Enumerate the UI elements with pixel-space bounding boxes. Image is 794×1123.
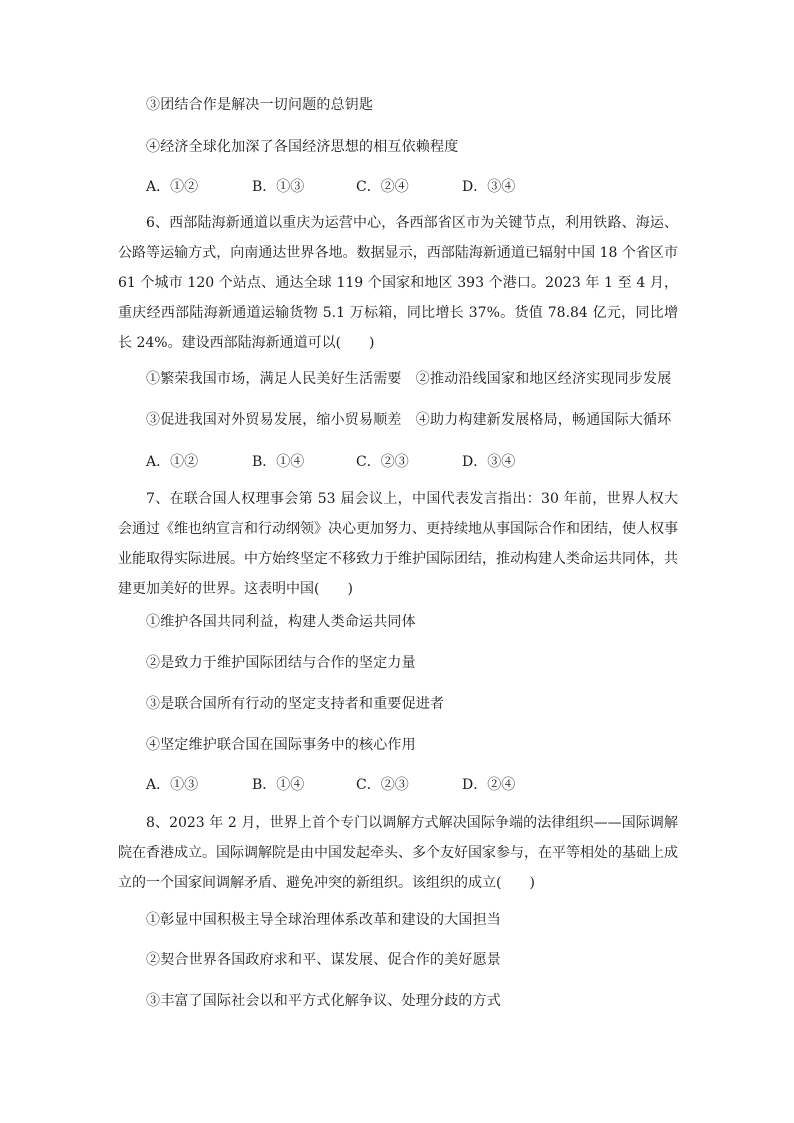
q7-choice-c: C．②③ — [356, 777, 409, 793]
q8-option-2: ②契合世界各国政府求和平、谋发展、促合作的美好愿景 — [146, 952, 501, 968]
q6-choice-c: C．②③ — [356, 454, 409, 470]
q6-choice-a: A．①② — [146, 454, 199, 470]
q7-choice-b: B．①④ — [252, 777, 305, 793]
q7-option-1: ①维护各国共同利益，构建人类命运共同体 — [146, 614, 416, 630]
q5-option-3: ③团结合作是解决一切问题的总钥匙 — [146, 97, 374, 113]
q7-option-2: ②是致力于维护国际团结与合作的坚定力量 — [146, 655, 416, 671]
q8-stem-block — [118, 808, 678, 898]
q5-choice-c: C．②④ — [356, 179, 409, 195]
q8-stem: 8、2023 年 2 月，世界上首个专门以调解方式解决国际争端的法律组织——国际调解院在香港成立。国际调解院是由中国发起牵头、多个友好国家参与，在平等相处的基础上成立的一个国家间调解矛盾、避免冲突的新组织。该组织的成立( ) — [118, 815, 678, 891]
q6-options-1-2: ①繁荣我国市场，满足人民美好生活需要 ②推动沿线国家和地区经济实现同步发展 — [146, 371, 672, 387]
q8-option-3: ③丰富了国际社会以和平方式化解争议、处理分歧的方式 — [146, 993, 501, 1009]
q7-stem-block — [118, 484, 678, 604]
q7-choice-a: A．①③ — [146, 777, 199, 793]
q6-options-3-4: ③促进我国对外贸易发展，缩小贸易顺差 ④助力构建新发展格局，畅通国际大循环 — [146, 412, 672, 428]
q6-choice-d: D．③④ — [462, 454, 516, 470]
q8-option-1: ①彰显中国积极主导全球治理体系改革和建设的大国担当 — [146, 912, 501, 928]
q5-option-4: ④经济全球化加深了各国经济思想的相互依赖程度 — [146, 139, 459, 155]
q6-stem-block — [118, 208, 678, 358]
q7-choice-d: D．②④ — [462, 777, 516, 793]
q7-stem: 7、在联合国人权理事会第 53 届会议上，中国代表发言指出：30 年前，世界人权大会通过《维也纳宣言和行动纲领》决心更加努力、更持续地从事国际合作和团结，使人权事业能取得实际进展。中方始终坚定不移致力于维护国际团结，推动构建人类命运共同体，共建更加美好的世界。这表明中国( ) — [118, 491, 678, 597]
q5-choice-a: A．①② — [146, 179, 199, 195]
q7-option-3: ③是联合国所有行动的坚定支持者和重要促进者 — [146, 696, 445, 712]
q5-choice-b: B．①③ — [252, 179, 305, 195]
q6-stem: 6、西部陆海新通道以重庆为运营中心，各西部省区市为关键节点，利用铁路、海运、公路等运输方式，向南通达世界各地。数据显示，西部陆海新通道已辐射中国 18 个省区市 61 个城市 120 个站点、通达全球 119 个国家和地区 393 个港口。2023 年 1 至 4 月，重庆经西部陆海新通道运输货物 5.1 万标箱，同比增长 37%。货值 78.84 亿元，同比增长 24%。建设西部陆海新通道可以( ) — [118, 215, 678, 351]
q5-choice-d: D．③④ — [462, 179, 516, 195]
q6-choice-b: B．①④ — [252, 454, 305, 470]
q7-option-4: ④坚定维护联合国在国际事务中的核心作用 — [146, 737, 416, 753]
